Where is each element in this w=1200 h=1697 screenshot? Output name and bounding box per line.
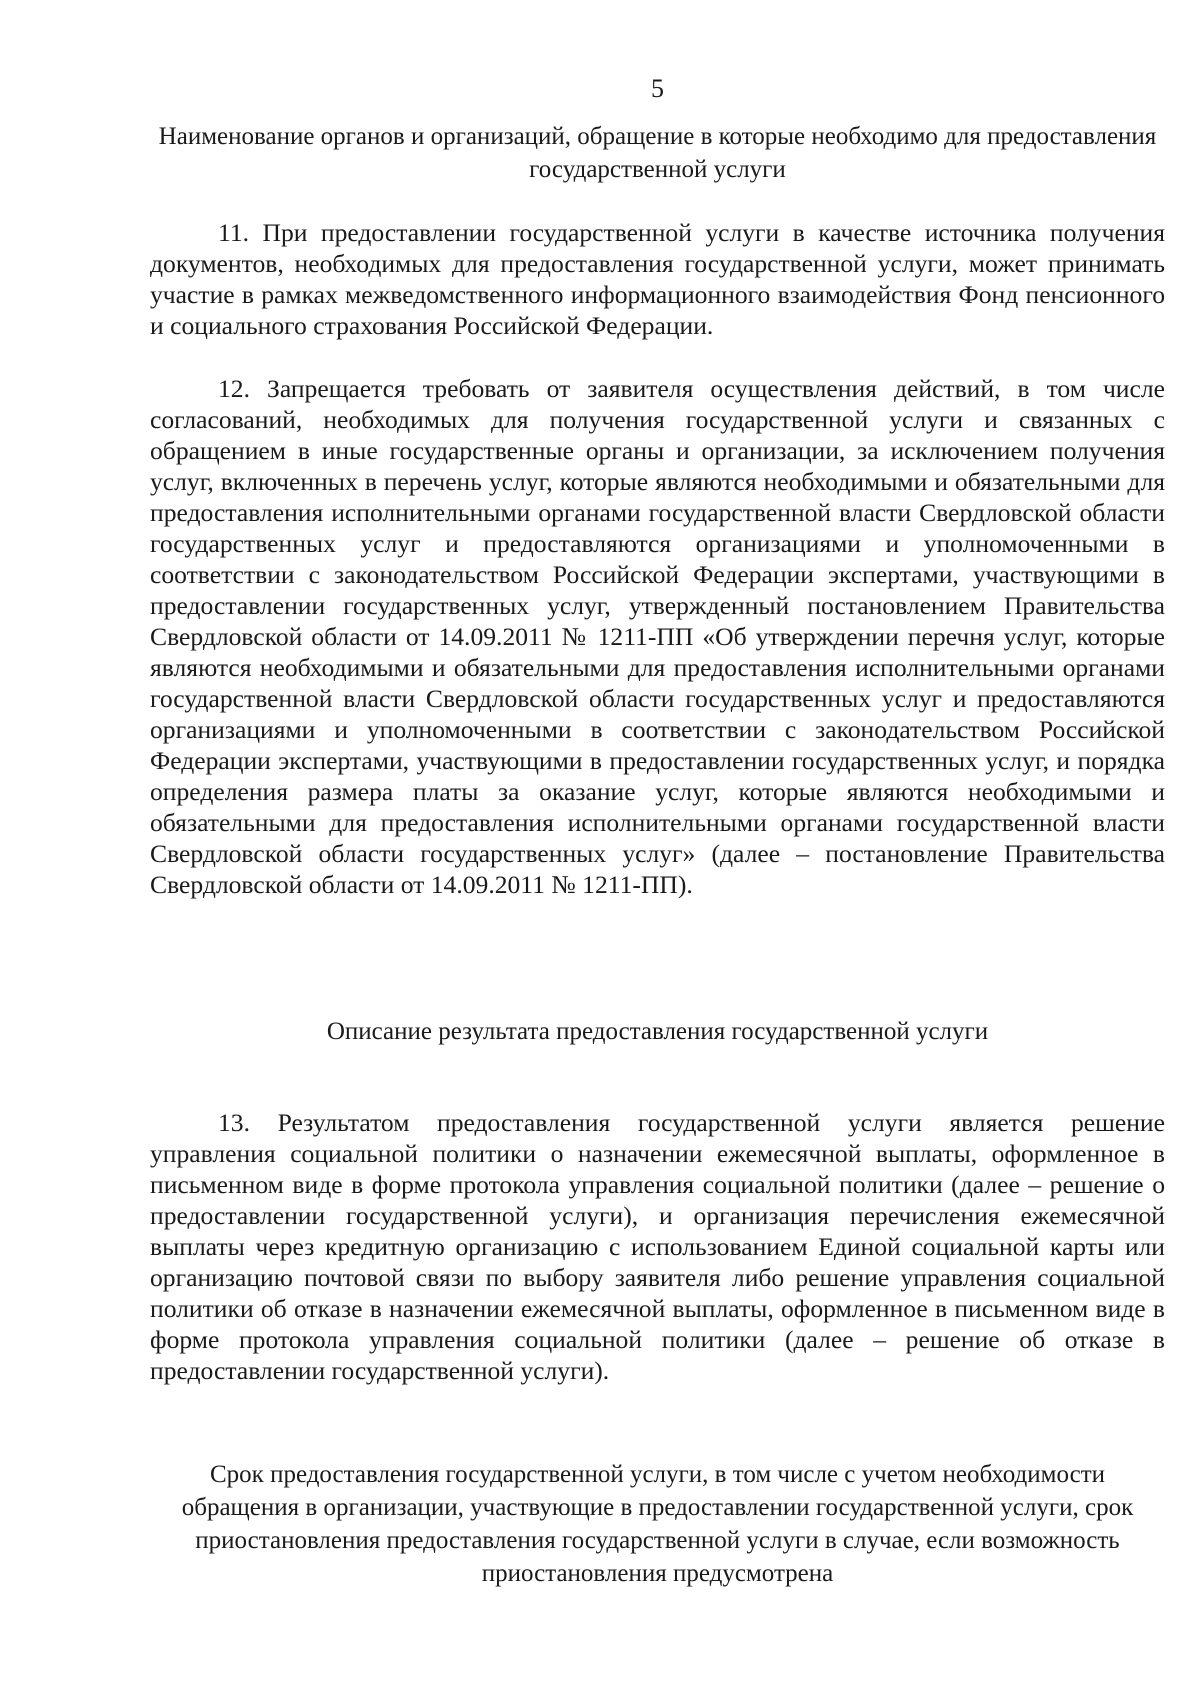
section-heading-result: Описание результата предоставления государственной услуги <box>326 1018 989 1045</box>
paragraph-12: 12. Запрещается требовать от заявителя осуществления действий, в том числе согласований, необходимых для получения государственной услуги и связанных с обращением в иные государственные органы и организации, за исключением получения услуг, включенных в перечень услуг, которые являются необходимыми и обязательными для предоставления исполнительными органами государственной власти Свердловской области государственных услуг и предоставляются организациями и уполномоченными в соответствии с законодательством Российской Федерации экспертами, участвующими в предоставлении государственных услуг, утвержденный постановлением Правительства Свердловской области от 14.09.2011 № 1211-ПП «Об утверждении перечня услуг, которые являются необходимыми и обязательными для предоставления исполнительными органами государственной власти Свердловской области государственных услуг и предоставляются организациями и уполномоченными в соответствии с законодательством Российской Федерации экспертами, участвующими в предоставлении государственных услуг, и порядка определения размера платы за оказание услуг, которые являются необходимыми и обязательными для предоставления исполнительными органами государственной власти Свердловской области государственных услуг» (далее – постановление Правительства Свердловской области от 14.09.2011 № 1211-ПП). <box>150 374 1165 899</box>
paragraph-11: 11. При предоставлении государственной услуги в качестве источника получения документов, необходимых для предоставления государственной услуги, может принимать участие в рамках межведомственного информационного взаимодействия Фонд пенсионного и социального страхования Российской Федерации. <box>150 218 1165 340</box>
section-heading-term: Срок предоставления государственной услуги, в том числе с учетом необходимости обращения в организации, участвующие в предоставлении государственной услуги, срок приостановления предоставления государственной услуги в случае, если возможность приостановления предусмотрена <box>181 1461 1134 1587</box>
paragraph-13: 13. Результатом предоставления государственной услуги является решение управления социальной политики о назначении ежемесячной выплаты, оформленное в письменном виде в форме протокола управления социальной политики (далее – решение о предоставлении государственной услуги), и организация перечисления ежемесячной выплаты через кредитную организацию с использованием Единой социальной карты или организацию почтовой связи по выбору заявителя либо решение управления социальной политики об отказе в назначении ежемесячной выплаты, оформленное в письменном виде в форме протокола управления социальной политики (далее – решение об отказе в предоставлении государственной услуги). <box>150 1108 1165 1385</box>
page-number: 5 <box>651 74 664 103</box>
section-heading-bodies: Наименование органов и организаций, обращение в которые необходимо для предоставления государственной услуги <box>158 123 1157 183</box>
